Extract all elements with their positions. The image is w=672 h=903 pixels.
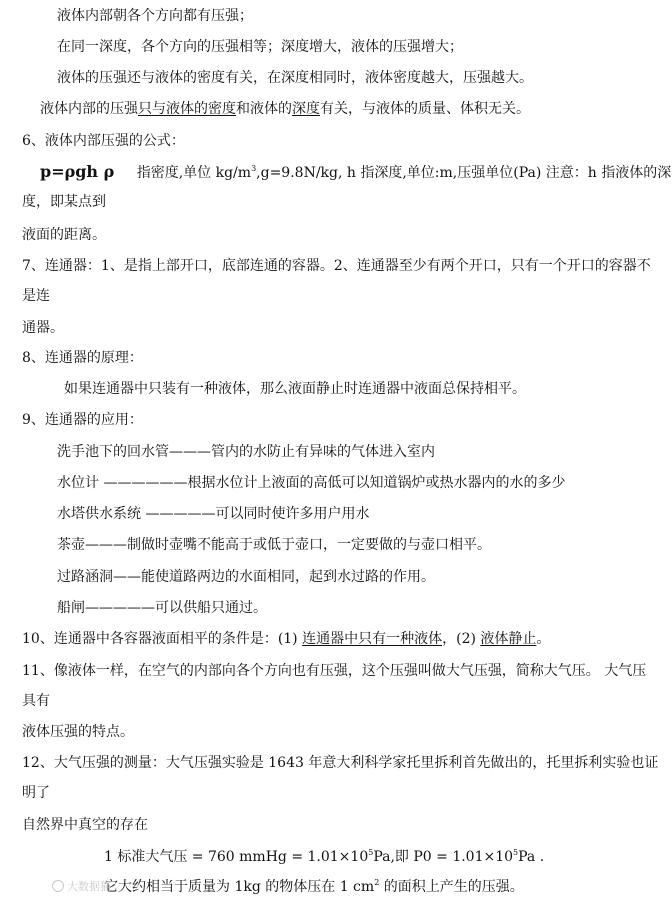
heading-6: 6、液体内部压强的公式： [22, 133, 185, 149]
heading-7-continuation-2: 通器。 [22, 320, 64, 336]
watermark: 大数据猫 [52, 878, 111, 894]
formula-line: p=ρgh ρ 指密度,单位 $kg/m^3,g=9.8N/kg$, h 指深度,单位:m,压强单位(Pa) 注意：h 指液体的深 [40, 162, 672, 181]
paragraph-depends-on: 液体内部的压强只与液体的密度和液体的深度有关，与液体的质量、体积无关。 [40, 101, 530, 117]
application-item: 过路涵洞——能使道路两边的水面相同，起到水过路的作用。 [57, 569, 435, 585]
formula-continuation-2: 液面的距离。 [22, 227, 106, 243]
underline-depth: 深度 [292, 101, 320, 117]
pressure-formula: p=ρgh ρ [40, 162, 115, 181]
heading-12-continuation: 明了 [22, 785, 50, 801]
underline-one-liquid: 连通器中只有一种液体 [302, 631, 443, 647]
paragraph-density: 液体的压强还与液体的密度有关，在深度相同时，液体密度越大，压强越大。 [57, 70, 533, 86]
equation-standard-atmosphere: 1 标准大气压 = 760 mmHg = $1.01\times 10^5Pa$,即 $P0 = 1.01\times 10^5Pa$ . [104, 848, 545, 865]
formula-continuation: 度，即某点到 [22, 194, 106, 210]
underline-liquid-still: 液体静止 [480, 631, 537, 647]
application-item: 水塔供水系统 —————可以同时使许多用户用水 [57, 506, 370, 522]
watermark-icon [52, 880, 64, 892]
paragraph-same-depth: 在同一深度，各个方向的压强相等；深度增大，液体的压强增大； [57, 39, 463, 55]
application-item: 船闸—————可以供船只通过。 [57, 600, 267, 616]
heading-12-continuation-2: 自然界中真空的存在 [22, 817, 148, 833]
application-item: 茶壶———制做时壶嘴不能高于或低于壶口，一定要做的与壶口相平。 [57, 537, 491, 553]
heading-11: 11、像液体一样，在空气的内部向各个方向也有压强，这个压强叫做大气压强，简称大气压。 大气压 [22, 663, 647, 679]
application-item: 洗手池下的回水管———管内的水防止有异味的气体进入室内 [57, 444, 435, 460]
equation-equivalence: 它大约相当于质量为 1kg 的物体压在 1 $cm^2$ 的面积上产生的压强。 [104, 878, 524, 895]
heading-8: 8、连通器的原理： [22, 350, 143, 366]
heading-11-continuation: 具有 [22, 693, 50, 709]
heading-11-continuation-2: 液体压强的特点。 [22, 724, 134, 740]
paragraph-pressure-directions: 液体内部朝各个方向都有压强； [57, 8, 253, 24]
heading-7-continuation: 是连 [22, 288, 50, 304]
heading-10: 10、连通器中各容器液面相平的条件是：(1) 连通器中只有一种液体，(2) 液体静止。 [22, 631, 551, 647]
application-item: 水位计 ——————根据水位计上液面的高低可以知道锅炉或热水器内的水的多少 [57, 475, 566, 491]
heading-7: 7、连通器：1、是指上部开口，底部连通的容器。2、连通器至少有两个开口，只有一个开口的容器不 [22, 258, 651, 274]
heading-12: 12、大气压强的测量：大气压强实验是 1643 年意大利科学家托里拆利首先做出的，托里拆利实验也证 [22, 755, 659, 771]
underline-density: 只与液体的密度 [138, 101, 236, 117]
paragraph-principle: 如果连通器中只装有一种液体，那么液面静止时连通器中液面总保持相平。 [64, 381, 526, 397]
heading-9: 9、连通器的应用： [22, 412, 143, 428]
